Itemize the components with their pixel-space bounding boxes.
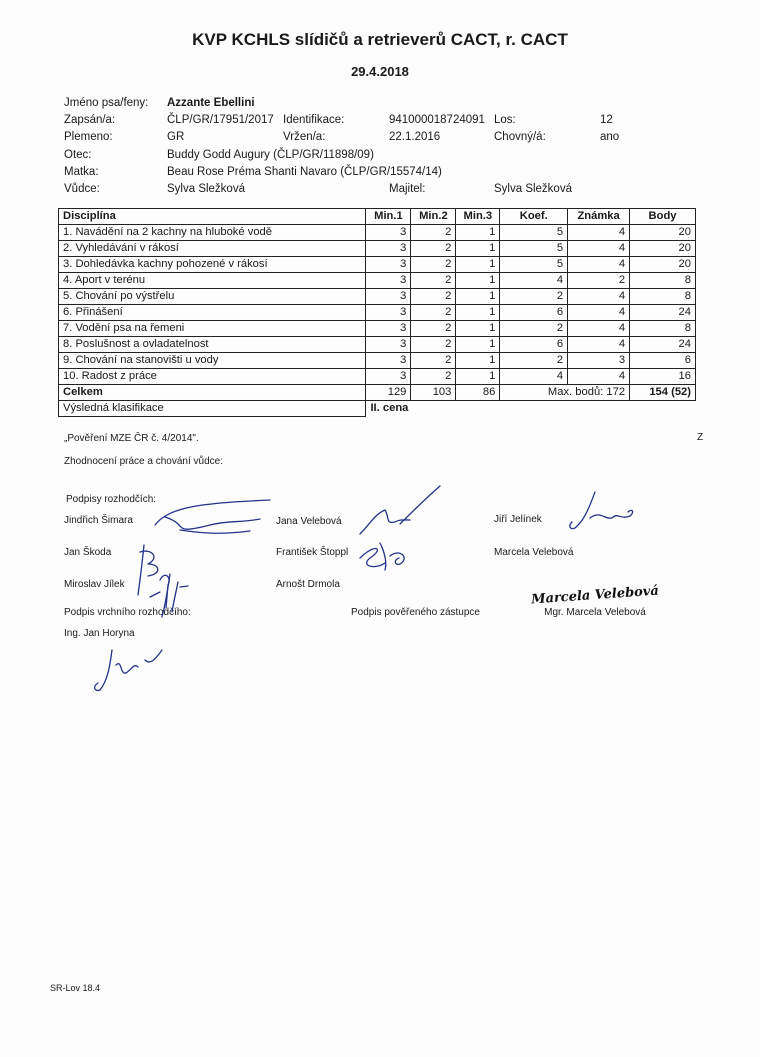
cell-points: 24 <box>630 337 696 353</box>
identification-value: 941000018724091 <box>389 114 485 126</box>
signature-simara <box>150 495 280 545</box>
owner-label: Majitel: <box>389 183 426 195</box>
cell-min3: 1 <box>456 289 500 305</box>
cell-points: 20 <box>630 257 696 273</box>
cell-coef: 2 <box>500 321 568 337</box>
handler-label: Vůdce: <box>64 183 100 195</box>
cell-grade: 4 <box>568 321 630 337</box>
judge-name: Jindřich Šimara <box>64 515 133 526</box>
cell-min1: 3 <box>366 225 411 241</box>
breed-label: Plemeno: <box>64 131 113 143</box>
judge-name: Jana Velebová <box>276 516 342 527</box>
cell-grade: 4 <box>568 225 630 241</box>
cell-coef: 4 <box>500 273 568 289</box>
cell-discipline: 2. Vyhledávání v rákosí <box>59 241 366 257</box>
header-points: Body <box>630 209 696 225</box>
delegate-label: Podpis pověřeného zástupce <box>351 607 480 618</box>
cell-min1: 3 <box>366 369 411 385</box>
classification-row <box>59 401 696 417</box>
classification-label: Výsledná klasifikace <box>59 401 366 417</box>
cell-discipline: 9. Chování na stanovišti u vody <box>59 353 366 369</box>
cell-discipline: 3. Dohledávka kachny pohozené v rákosí <box>59 257 366 273</box>
cell-min1: 3 <box>366 305 411 321</box>
dam-value: Beau Rose Préma Shanti Navaro (ČLP/GR/15574/14) <box>167 166 442 178</box>
cell-min3: 1 <box>456 353 500 369</box>
header-coef: Koef. <box>500 209 568 225</box>
table-row <box>59 369 696 385</box>
judge-name: Marcela Velebová <box>494 547 574 558</box>
signature-horyna <box>90 645 170 700</box>
identification-label: Identifikace: <box>283 114 345 126</box>
cell-grade: 4 <box>568 289 630 305</box>
cell-discipline: 7. Vodění psa na řemeni <box>59 321 366 337</box>
breed-value: GR <box>167 131 185 143</box>
cell-coef: 5 <box>500 257 568 273</box>
header-discipline: Disciplína <box>59 209 366 225</box>
signature-velebova <box>355 484 445 544</box>
total-max-points: Max. bodů: 172 <box>500 385 630 401</box>
header-min1: Min.1 <box>366 209 411 225</box>
table-row <box>59 305 696 321</box>
born-label: Vržen/a: <box>283 131 326 143</box>
cell-points: 24 <box>630 305 696 321</box>
cell-discipline: 5. Chování po výstřelu <box>59 289 366 305</box>
authorization-note: „Pověření MZE ČR č. 4/2014". <box>64 433 199 444</box>
cell-min2: 2 <box>411 289 456 305</box>
table-row <box>59 273 696 289</box>
chief-judge-name: Ing. Jan Horyna <box>64 628 135 639</box>
born-value: 22.1.2016 <box>389 131 441 143</box>
cell-points: 20 <box>630 225 696 241</box>
evaluation-label: Zhodnocení práce a chování vůdce: <box>64 456 223 467</box>
cell-min3: 1 <box>456 305 500 321</box>
cell-min2: 2 <box>411 353 456 369</box>
dam-label: Matka: <box>64 166 99 178</box>
signature-stoppl <box>355 538 415 578</box>
table-row <box>59 257 696 273</box>
cell-min2: 2 <box>411 337 456 353</box>
table-row <box>59 289 696 305</box>
cell-min1: 3 <box>366 337 411 353</box>
cell-min3: 1 <box>456 257 500 273</box>
cell-grade: 4 <box>568 257 630 273</box>
cell-coef: 4 <box>500 369 568 385</box>
lot-value: 12 <box>600 114 613 126</box>
sire-label: Otec: <box>64 149 92 161</box>
owner-value: Sylva Sležková <box>494 183 572 195</box>
judge-name: Jan Škoda <box>64 547 112 558</box>
document-title: KVP KCHLS slídičů a retrieverů CACT, r. CACT <box>192 30 568 49</box>
registered-label: Zapsán/a: <box>64 114 116 126</box>
cell-coef: 2 <box>500 353 568 369</box>
cell-points: 6 <box>630 353 696 369</box>
dog-name-value: Azzante Ebellini <box>167 97 255 109</box>
handler-value: Sylva Sležková <box>167 183 245 195</box>
total-min2: 103 <box>411 385 456 401</box>
table-row <box>59 241 696 257</box>
cell-coef: 6 <box>500 337 568 353</box>
cell-points: 20 <box>630 241 696 257</box>
cell-min2: 2 <box>411 257 456 273</box>
lot-label: Los: <box>494 114 516 126</box>
cell-min2: 2 <box>411 241 456 257</box>
cell-min3: 1 <box>456 241 500 257</box>
cell-min2: 2 <box>411 225 456 241</box>
total-points: 154 (52) <box>630 385 696 401</box>
footer-code: SR-Lov 18.4 <box>50 983 101 993</box>
cell-discipline: 10. Radost z práce <box>59 369 366 385</box>
cell-discipline: 8. Poslušnost a ovladatelnost <box>59 337 366 353</box>
header-grade: Známka <box>568 209 630 225</box>
cell-discipline: 1. Navádění na 2 kachny na hluboké vodě <box>59 225 366 241</box>
signature-jilek <box>140 572 200 627</box>
cell-points: 8 <box>630 273 696 289</box>
total-min1: 129 <box>366 385 411 401</box>
judge-name: František Štoppl <box>276 547 349 558</box>
stamp-script: Marcela Velebová <box>530 583 660 608</box>
cell-min1: 3 <box>366 241 411 257</box>
judge-name: Arnošt Drmola <box>276 579 340 590</box>
cell-min1: 3 <box>366 289 411 305</box>
cell-min3: 1 <box>456 337 500 353</box>
cell-coef: 6 <box>500 305 568 321</box>
breeding-label: Chovný/á: <box>494 131 546 143</box>
table-row <box>59 321 696 337</box>
table-row <box>59 225 696 241</box>
cell-min1: 3 <box>366 257 411 273</box>
cell-grade: 4 <box>568 241 630 257</box>
total-label: Celkem <box>59 385 366 401</box>
document-date: 29.4.2018 <box>351 64 409 79</box>
delegate-stamp <box>520 583 670 618</box>
results-table <box>58 208 696 417</box>
cell-points: 16 <box>630 369 696 385</box>
judge-name: Miroslav Jílek <box>64 579 125 590</box>
cell-min3: 1 <box>456 369 500 385</box>
cell-coef: 2 <box>500 289 568 305</box>
cell-points: 8 <box>630 321 696 337</box>
cell-min1: 3 <box>366 353 411 369</box>
header-min3: Min.3 <box>456 209 500 225</box>
table-row <box>59 353 696 369</box>
total-row <box>59 385 696 401</box>
registered-value: ČLP/GR/17951/2017 <box>167 114 274 126</box>
stamp-name: Mgr. Marcela Velebová <box>544 607 646 618</box>
cell-min2: 2 <box>411 305 456 321</box>
cell-grade: 4 <box>568 337 630 353</box>
cell-discipline: 6. Přinášení <box>59 305 366 321</box>
cell-min2: 2 <box>411 369 456 385</box>
sire-value: Buddy Godd Augury (ČLP/GR/11898/09) <box>167 149 374 161</box>
table-header-row <box>59 209 696 225</box>
side-mark: Z <box>697 432 704 443</box>
classification-value: II. cena <box>366 401 696 417</box>
cell-min1: 3 <box>366 273 411 289</box>
signature-jelinek <box>560 490 640 540</box>
table-row <box>59 337 696 353</box>
header-min2: Min.2 <box>411 209 456 225</box>
cell-coef: 5 <box>500 241 568 257</box>
cell-min3: 1 <box>456 273 500 289</box>
judge-name: Jiří Jelínek <box>494 514 542 525</box>
chief-judge-label: Podpis vrchního rozhodčího: <box>64 607 191 618</box>
breeding-value: ano <box>600 131 620 143</box>
cell-grade: 3 <box>568 353 630 369</box>
cell-min2: 2 <box>411 273 456 289</box>
total-min3: 86 <box>456 385 500 401</box>
cell-grade: 4 <box>568 305 630 321</box>
cell-min3: 1 <box>456 321 500 337</box>
cell-grade: 2 <box>568 273 630 289</box>
cell-coef: 5 <box>500 225 568 241</box>
cell-grade: 4 <box>568 369 630 385</box>
cell-min1: 3 <box>366 321 411 337</box>
cell-min3: 1 <box>456 225 500 241</box>
cell-points: 8 <box>630 289 696 305</box>
dog-name-label: Jméno psa/feny: <box>64 97 149 109</box>
cell-discipline: 4. Aport v terénu <box>59 273 366 289</box>
judges-signatures-label: Podpisy rozhodčích: <box>66 494 157 505</box>
cell-min2: 2 <box>411 321 456 337</box>
